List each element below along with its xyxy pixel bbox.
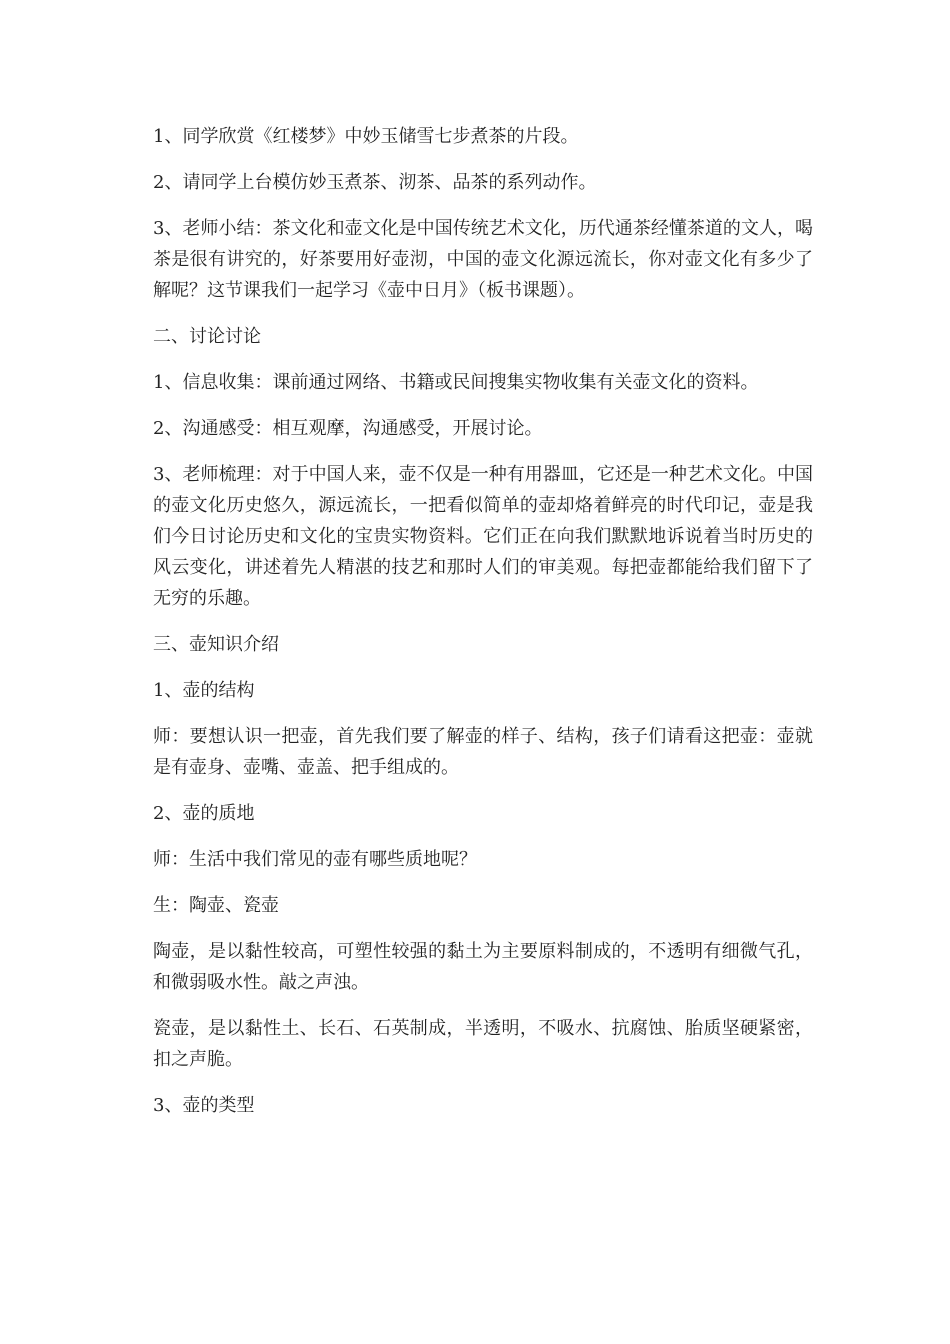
paragraph-7: 师：要想认识一把壶，首先我们要了解壶的样子、结构，孩子们请看这把壶：壶就是有壶身、壶嘴、壶盖、把手组成的。 — [153, 726, 813, 778]
paragraph-8: 师：生活中我们常见的壶有哪些质地呢？ — [153, 849, 477, 870]
subheading-pot-structure: 1、壶的结构 — [153, 680, 255, 701]
paragraph-3: 3、老师小结：茶文化和壶文化是中国传统艺术文化，历代通茶经懂茶道的文人，喝茶是很有讲究的，好茶要用好壶沏，中国的壶文化源远流长，你对壶文化有多少了解呢？这节课我们一起学习《壶中日月》（板书课题）。 — [153, 218, 813, 301]
paragraph-6: 3、老师梳理：对于中国人来，壶不仅是一种有用器皿，它还是一种艺术文化。中国的壶文化历史悠久，源远流长，一把看似简单的壶却烙着鲜亮的时代印记，壶是我们今日讨论历史和文化的宝贵实物资料。它们正在向我们默默地诉说着当时历史的风云变化，讲述着先人精湛的技艺和那时人们的审美观。每把壶都能给我们留下了无穷的乐趣。 — [153, 464, 813, 609]
section-heading-discussion: 二、讨论讨论 — [153, 326, 261, 347]
paragraph-2: 2、请同学上台模仿妙玉煮茶、沏茶、品茶的系列动作。 — [153, 172, 597, 193]
paragraph-1: 1、同学欣赏《红楼梦》中妙玉储雪七步煮茶的片段。 — [153, 126, 579, 147]
paragraph-11: 瓷壶，是以黏性土、长石、石英制成，半透明，不吸水、抗腐蚀、胎质坚硬紧密，扣之声脆。 — [153, 1018, 813, 1070]
subheading-pot-types: 3、壶的类型 — [153, 1095, 255, 1116]
document-body — [153, 121, 813, 1136]
section-heading-pot-knowledge: 三、壶知识介绍 — [153, 634, 279, 655]
subheading-pot-material: 2、壶的质地 — [153, 803, 255, 824]
paragraph-4: 1、信息收集：课前通过网络、书籍或民间搜集实物收集有关壶文化的资料。 — [153, 372, 759, 393]
paragraph-9: 生：陶壶、瓷壶 — [153, 895, 279, 916]
paragraph-10: 陶壶，是以黏性较高，可塑性较强的黏土为主要原料制成的，不透明有细微气孔，和微弱吸水性。敲之声浊。 — [153, 941, 813, 993]
paragraph-5: 2、沟通感受：相互观摩，沟通感受，开展讨论。 — [153, 418, 543, 439]
